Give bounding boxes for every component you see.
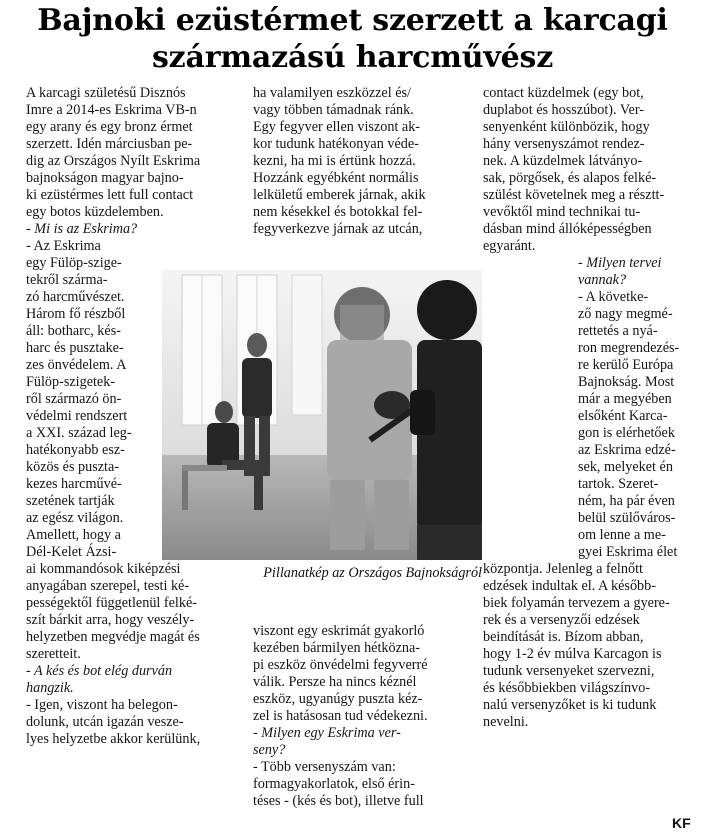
text-line: hogy 1-2 év múlva Karcagon is [483, 646, 662, 662]
text-line: Bajnokság. Most [578, 374, 675, 390]
text-line: gyei Eskrima élet [578, 544, 678, 560]
text-line: nevelni. [483, 714, 529, 730]
text-line: egy botos küzdelemben. [26, 204, 164, 220]
text-line: nek. A küzdelmek látványo- [483, 153, 643, 169]
text-line: szetének tartják [26, 493, 115, 509]
text-line: tekről szárma- [26, 272, 108, 288]
article-photo [162, 270, 482, 560]
text-line: edzések indultak el. A később- [483, 578, 656, 594]
text-line: rek és a versenyzői edzések [483, 612, 640, 628]
text-line: kezni, ha mi is értünk hozzá. [253, 153, 416, 169]
author-signature: KF [672, 815, 691, 831]
text-line: Dél-Kelet Ázsi- [26, 544, 117, 560]
text-line: nalú versenyzőket is ki tudunk [483, 697, 657, 713]
text-line: már a megyében [578, 391, 672, 407]
text-line: ző nagy megmé- [578, 306, 673, 322]
text-line: ha valamilyen eszközzel és/ [253, 85, 411, 101]
text-line: az Eskrima edzé- [578, 442, 676, 458]
text-line: Egy fegyver ellen viszont ak- [253, 119, 421, 135]
text-line: seny? [253, 742, 286, 758]
text-line: om lenne a me- [578, 527, 666, 543]
text-line: nem késekkel és botokkal fel- [253, 204, 423, 220]
text-line: re kerülő Európa [578, 357, 674, 373]
text-line: és későbbiekben világszínvo- [483, 680, 651, 696]
headline-line-1: Bajnoki ezüstérmet szerzett a karcagi [37, 3, 668, 38]
text-line: egy Fülöp-szige- [26, 255, 122, 271]
text-line: az egész világon. [26, 510, 124, 526]
photo-caption: Pillanatkép az Országos Bajnokságról [263, 565, 482, 581]
text-line: téses - (kés és bot), illetve full [253, 793, 424, 809]
text-line: ről származó ön- [26, 391, 122, 407]
text-line: kezes harcművé- [26, 476, 122, 492]
text-line: - Milyen tervei [578, 255, 662, 271]
text-line: fegyverkezve járnak az utcán, [253, 221, 423, 237]
eskrima-training-photo [162, 270, 482, 560]
text-line: harc és pusztake- [26, 340, 124, 356]
text-line: áll: botharc, kés- [26, 323, 121, 339]
text-line: A karcagi születésű Disznós [26, 85, 186, 101]
text-line: gon is elérhetőek [578, 425, 675, 441]
text-line: hangzik. [26, 680, 74, 696]
text-line: formagyakorlatok, első érin- [253, 776, 415, 792]
text-line: pességektől függetlenül felké- [26, 595, 197, 611]
text-line: zó harcművészet. [26, 289, 125, 305]
text-line: lyes helyzetbe akkor kerülünk, [26, 731, 201, 747]
text-line: belül szülőváros- [578, 510, 676, 526]
text-line: a XXI. század leg- [26, 425, 132, 441]
text-line: - Milyen egy Eskrima ver- [253, 725, 401, 741]
text-line: senyenként különbözik, hogy [483, 119, 650, 135]
text-line: - A kés és bot elég durván [26, 663, 173, 679]
headline-line-2: származású harcművész [151, 40, 554, 75]
text-line: sek, melyeket én [578, 459, 673, 475]
text-line: Hozzánk egyébként normális [253, 170, 419, 186]
text-line: eszköz, ugyanúgy puszta kéz- [253, 691, 423, 707]
text-line: egyaránt. [483, 238, 536, 254]
text-line: vagy többen támadnak ránk. [253, 102, 414, 118]
text-line: ném, ha pár éven [578, 493, 675, 509]
text-line: zel is hatásosan tud védekezni. [253, 708, 428, 724]
text-line: dásban mind állóképességben [483, 221, 652, 237]
text-line: Fülöp-szigetek- [26, 374, 116, 390]
text-line: ai kommandósok kiképzési [26, 561, 181, 577]
text-line: szerzett. Idén márciusban pe- [26, 136, 193, 152]
text-line: szít bárkit arra, hogy veszély- [26, 612, 195, 628]
text-line: biek folyamán tervezem a gyere- [483, 595, 670, 611]
text-line: Három fő részből [26, 306, 126, 322]
text-line: bajnokságon magyar bajno- [26, 170, 184, 186]
text-line: tartok. Szeret- [578, 476, 659, 492]
text-line: duplabot és hosszúbot). Ver- [483, 102, 645, 118]
text-line: tudunk versenyeket szervezni, [483, 663, 655, 679]
text-line: viszont egy eskrimát gyakorló [253, 623, 425, 639]
text-line: hatékonyabb esz- [26, 442, 125, 458]
text-line: pi eszköz önvédelmi fegyverré [253, 657, 428, 673]
text-line: válik. Persze ha nincs kéznél [253, 674, 417, 690]
text-line: elsőként Karca- [578, 408, 668, 424]
text-line: védelmi rendszert [26, 408, 128, 424]
text-line: dig az Országos Nyílt Eskrima [26, 153, 201, 169]
text-line: ki ezüstérmes lett full contact [26, 187, 194, 203]
text-line: - Az Eskrima [26, 238, 101, 254]
text-line: - Több versenyszám van: [253, 759, 396, 775]
text-line: anyagában szerepel, testi ké- [26, 578, 190, 594]
text-line: ron megrendezés- [578, 340, 680, 356]
text-line: - Mi is az Eskrima? [26, 221, 138, 237]
text-line: sak, pörgősek, és alapos felké- [483, 170, 657, 186]
text-line: rettetés a nyá- [578, 323, 658, 339]
text-line: Imre a 2014-es Eskrima VB-n [26, 102, 197, 118]
text-line: zes önvédelem. A [26, 357, 127, 373]
text-line: szeretteit. [26, 646, 81, 662]
text-line: beindítását is. Bízom abban, [483, 629, 644, 645]
text-line: szülést követelnek meg a résztt- [483, 187, 665, 203]
text-line: hány versenyszámot rendez- [483, 136, 645, 152]
text-line: lelkületű emberek járnak, akik [253, 187, 426, 203]
text-line: központja. Jelenleg a felnőtt [483, 561, 643, 577]
text-line: kor tudunk hatékonyan véde- [253, 136, 419, 152]
text-line: - A követke- [578, 289, 649, 305]
text-line: - Igen, viszont ha belegon- [26, 697, 178, 713]
text-line: egy arany és egy bronz érmet [26, 119, 193, 135]
text-line: kezében bármilyen hétközna- [253, 640, 421, 656]
text-line: Amellett, hogy a [26, 527, 121, 543]
article-headline [0, 2, 705, 76]
text-line: vannak? [578, 272, 627, 288]
text-line: vevőktől mind technikai tu- [483, 204, 641, 220]
text-line: helyzetben megvédje magát és [26, 629, 200, 645]
text-line: dolunk, utcán igazán vesze- [26, 714, 184, 730]
text-line: contact küzdelmek (egy bot, [483, 85, 644, 101]
text-line: közös és puszta- [26, 459, 119, 475]
